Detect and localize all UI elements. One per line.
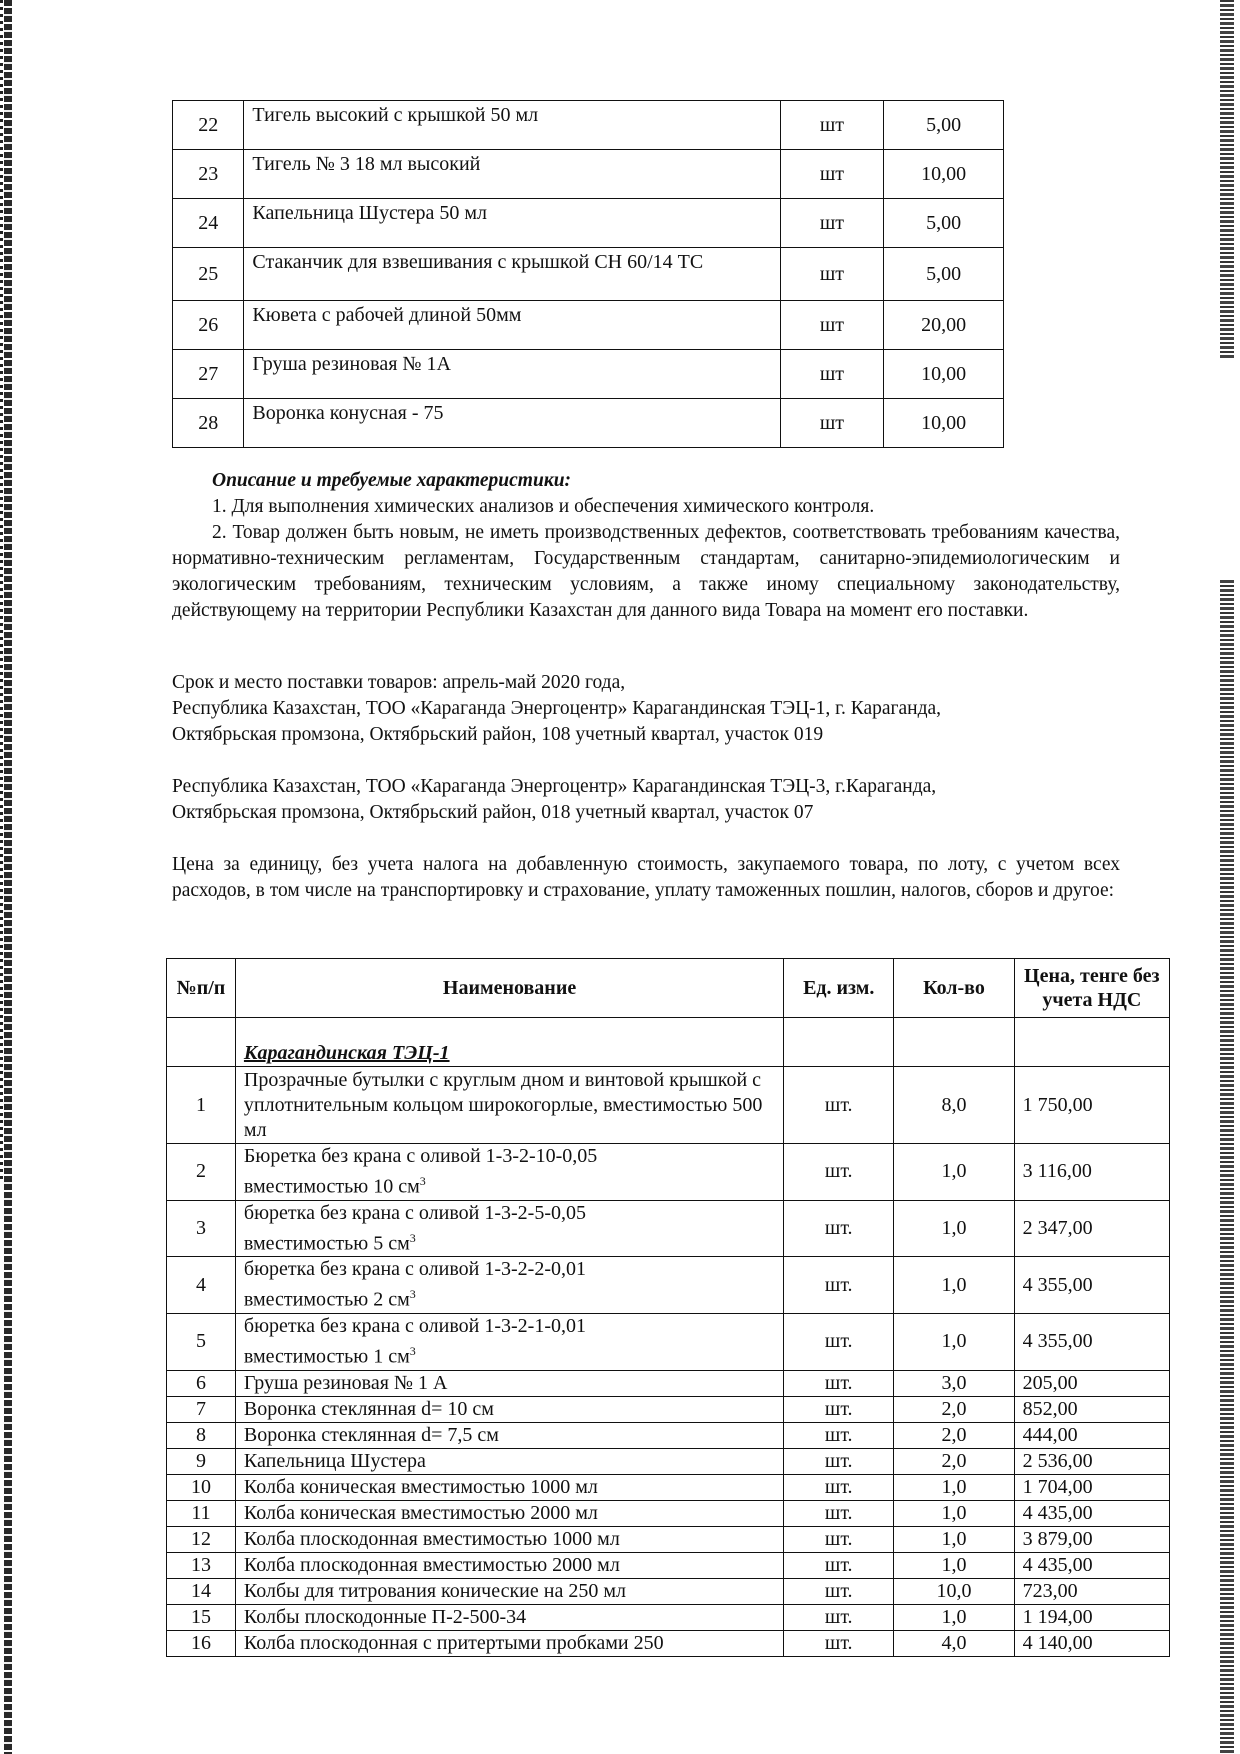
table-row (173, 101, 1004, 150)
item-name: бюретка без крана с оливой 1-3-2-2-0,01 вместимостью 2 $см^3$ (235, 1257, 783, 1314)
item-price: 1 704,00 (1014, 1474, 1169, 1500)
item-price: 1 194,00 (1014, 1604, 1169, 1630)
item-quantity: 10,0 (894, 1578, 1014, 1604)
table-row (167, 1144, 1170, 1201)
table-row (167, 1630, 1170, 1656)
item-quantity: 2,0 (894, 1448, 1014, 1474)
item-unit: шт. (784, 1474, 894, 1500)
row-number: 7 (167, 1396, 236, 1422)
row-number: 26 (173, 301, 244, 350)
row-number: 8 (167, 1422, 236, 1448)
item-unit: шт. (784, 1604, 894, 1630)
item-unit: шт. (784, 1313, 894, 1370)
item-quantity: 1,0 (894, 1474, 1014, 1500)
item-name: Кювета с рабочей длиной 50мм (244, 301, 780, 350)
item-quantity: 10,00 (884, 350, 1004, 399)
item-name: Груша резиновая № 1А (244, 350, 780, 399)
item-unit: шт. (784, 1200, 894, 1257)
table-row (173, 301, 1004, 350)
row-number: 9 (167, 1448, 236, 1474)
item-name: Колба коническая вместимостью 1000 мл (235, 1474, 783, 1500)
item-quantity: 3,0 (894, 1370, 1014, 1396)
item-price: 205,00 (1014, 1370, 1169, 1396)
item-name: Тигель № 3 18 мл высокий (244, 150, 780, 199)
row-number: 27 (173, 350, 244, 399)
item-price: 444,00 (1014, 1422, 1169, 1448)
item-unit: шт. (784, 1500, 894, 1526)
item-quantity: 1,0 (894, 1604, 1014, 1630)
row-number: 2 (167, 1144, 236, 1201)
row-number: 23 (173, 150, 244, 199)
item-price: 3 116,00 (1014, 1144, 1169, 1201)
item-unit: шт. (784, 1257, 894, 1314)
item-name: Колба плоскодонная вместимостью 2000 мл (235, 1552, 783, 1578)
item-name: Капельница Шустера 50 мл (244, 199, 780, 248)
section-row (167, 1018, 1170, 1067)
table-row (167, 1474, 1170, 1500)
item-price: 2 536,00 (1014, 1448, 1169, 1474)
item-unit: шт. (784, 1448, 894, 1474)
table-row (167, 1578, 1170, 1604)
item-name: Бюретка без крана с оливой 1-3-2-10-0,05 вместимостью 10 $см^3$ (235, 1144, 783, 1201)
item-unit: шт. (784, 1144, 894, 1201)
item-name: Груша резиновая № 1 А (235, 1370, 783, 1396)
delivery-term: Срок и место поставки товаров: апрель-май 2020 года, (172, 672, 626, 693)
table-row (167, 1526, 1170, 1552)
description-item-1: 1. Для выполнения химических анализов и обеспечения химического контроля. (212, 496, 875, 517)
item-quantity: 2,0 (894, 1396, 1014, 1422)
item-name: Капельница Шустера (235, 1448, 783, 1474)
item-quantity: 1,0 (894, 1144, 1014, 1201)
row-number: 16 (167, 1630, 236, 1656)
item-price: 4 140,00 (1014, 1630, 1169, 1656)
table-row (167, 1257, 1170, 1314)
row-number: 1 (167, 1067, 236, 1144)
table-row (173, 350, 1004, 399)
item-quantity: 1,0 (894, 1552, 1014, 1578)
item-unit: шт (780, 101, 884, 150)
row-number: 15 (167, 1604, 236, 1630)
delivery-address-2-line-2: Октябрьская промзона, Октябрьский район, 018 учетный квартал, участок 07 (172, 802, 814, 823)
row-number: 28 (173, 399, 244, 448)
header-number: №п/п (167, 959, 236, 1018)
item-price: 4 435,00 (1014, 1500, 1169, 1526)
item-quantity: 4,0 (894, 1630, 1014, 1656)
item-unit: шт (780, 350, 884, 399)
item-unit: шт. (784, 1370, 894, 1396)
table-row (167, 1067, 1170, 1144)
item-quantity: 1,0 (894, 1200, 1014, 1257)
row-number: 12 (167, 1526, 236, 1552)
item-unit: шт. (784, 1630, 894, 1656)
row-number: 4 (167, 1257, 236, 1314)
table-row (173, 248, 1004, 301)
row-number: 13 (167, 1552, 236, 1578)
table-row (167, 1422, 1170, 1448)
row-number: 10 (167, 1474, 236, 1500)
row-number: 14 (167, 1578, 236, 1604)
item-unit: шт. (784, 1067, 894, 1144)
item-name: Прозрачные бутылки с круглым дном и винтовой крышкой с уплотнительным кольцом широкогорлые, вместимостью 500 мл (235, 1067, 783, 1144)
table-header-row (167, 959, 1170, 1018)
row-number: 22 (173, 101, 244, 150)
item-name: Колба коническая вместимостью 2000 мл (235, 1500, 783, 1526)
item-name: Стаканчик для взвешивания с крышкой СН 60/14 ТС (244, 248, 780, 301)
table-row (167, 1313, 1170, 1370)
item-unit: шт. (784, 1578, 894, 1604)
item-quantity: 10,00 (884, 150, 1004, 199)
item-price: 4 435,00 (1014, 1552, 1169, 1578)
price-table (166, 958, 1170, 1657)
item-unit: шт. (784, 1552, 894, 1578)
item-quantity: 8,0 (894, 1067, 1014, 1144)
row-number: 25 (173, 248, 244, 301)
item-quantity: 10,00 (884, 399, 1004, 448)
item-quantity: 5,00 (884, 248, 1004, 301)
item-price: 4 355,00 (1014, 1257, 1169, 1314)
table-row (173, 150, 1004, 199)
item-price: 852,00 (1014, 1396, 1169, 1422)
table-row (167, 1370, 1170, 1396)
item-name: Колбы плоскодонные П-2-500-34 (235, 1604, 783, 1630)
table-row (167, 1448, 1170, 1474)
item-quantity: 5,00 (884, 101, 1004, 150)
row-number: 11 (167, 1500, 236, 1526)
items-table-continuation (172, 100, 1004, 448)
table-row (167, 1500, 1170, 1526)
item-unit: шт (780, 199, 884, 248)
item-price: 3 879,00 (1014, 1526, 1169, 1552)
item-unit: шт. (784, 1396, 894, 1422)
header-name: Наименование (235, 959, 783, 1018)
item-name: Колбы для титрования конические на 250 мл (235, 1578, 783, 1604)
scan-edge-gap (1220, 360, 1234, 580)
table-row (167, 1200, 1170, 1257)
row-number: 24 (173, 199, 244, 248)
header-price: Цена, тенге без учета НДС (1014, 959, 1169, 1018)
item-price: 4 355,00 (1014, 1313, 1169, 1370)
table-row (167, 1552, 1170, 1578)
table-row (173, 399, 1004, 448)
item-unit: шт (780, 399, 884, 448)
description-item-2: 2. Товар должен быть новым, не иметь производственных дефектов, соответствовать требованиям качества, нормативно-техническим регламентам, Государственным стандартам, санитарно-эпидемиологическим и экологическим требованиям, техническим условиям, а также иному специальному законодательству, действующему на территории Республики Казахстан для данного вида Товара на момент его поставки. (172, 522, 1120, 621)
item-name: Воронка стеклянная d= 7,5 см (235, 1422, 783, 1448)
delivery-address-1-line-2: Октябрьская промзона, Октябрьский район, 108 учетный квартал, участок 019 (172, 724, 824, 745)
item-name: Воронка стеклянная d= 10 см (235, 1396, 783, 1422)
item-unit: шт. (784, 1422, 894, 1448)
item-quantity: 2,0 (894, 1422, 1014, 1448)
header-quantity: Кол-во (894, 959, 1014, 1018)
item-unit: шт (780, 248, 884, 301)
item-name: бюретка без крана с оливой 1-3-2-1-0,01 вместимостью 1 $см^3$ (235, 1313, 783, 1370)
item-quantity: 20,00 (884, 301, 1004, 350)
item-unit: шт (780, 301, 884, 350)
scan-barcode-edge-right (1220, 0, 1234, 1754)
item-price: 723,00 (1014, 1578, 1169, 1604)
item-name: Колба плоскодонная с притертыми пробками 250 (235, 1630, 783, 1656)
row-number: 6 (167, 1370, 236, 1396)
item-name: бюретка без крана с оливой 1-3-2-5-0,05 вместимостью 5 $см^3$ (235, 1200, 783, 1257)
item-quantity: 1,0 (894, 1500, 1014, 1526)
item-name: Воронка конусная - 75 (244, 399, 780, 448)
table-row (173, 199, 1004, 248)
scan-binding-edge-left (4, 0, 12, 1754)
scan-binding-edge-left-marks (0, 0, 3, 1180)
table-row (167, 1396, 1170, 1422)
item-name: Колба плоскодонная вместимостью 1000 мл (235, 1526, 783, 1552)
header-unit: Ед. изм. (784, 959, 894, 1018)
item-unit: шт. (784, 1526, 894, 1552)
price-note-paragraph: Цена за единицу, без учета налога на добавленную стоимость, закупаемого товара, по лоту, с учетом всех расходов, в том числе на транспортировку и страхование, уплату таможенных пошлин, налогов, сборов и другое: (172, 854, 1120, 901)
item-unit: шт (780, 150, 884, 199)
row-number: 3 (167, 1200, 236, 1257)
description-heading: Описание и требуемые характеристики: (212, 470, 572, 491)
section-title: Карагандинская ТЭЦ-1 (235, 1018, 783, 1067)
item-price: 2 347,00 (1014, 1200, 1169, 1257)
item-quantity: 1,0 (894, 1526, 1014, 1552)
item-price: 1 750,00 (1014, 1067, 1169, 1144)
table-row (167, 1604, 1170, 1630)
row-number: 5 (167, 1313, 236, 1370)
item-quantity: 1,0 (894, 1313, 1014, 1370)
item-name: Тигель высокий с крышкой 50 мл (244, 101, 780, 150)
delivery-address-2-line-1: Республика Казахстан, ТОО «Караганда Энергоцентр» Карагандинская ТЭЦ-3, г.Караганда, (172, 776, 937, 797)
item-quantity: 1,0 (894, 1257, 1014, 1314)
item-quantity: 5,00 (884, 199, 1004, 248)
delivery-address-1-line-1: Республика Казахстан, ТОО «Караганда Энергоцентр» Карагандинская ТЭЦ-1, г. Караганда, (172, 698, 942, 719)
